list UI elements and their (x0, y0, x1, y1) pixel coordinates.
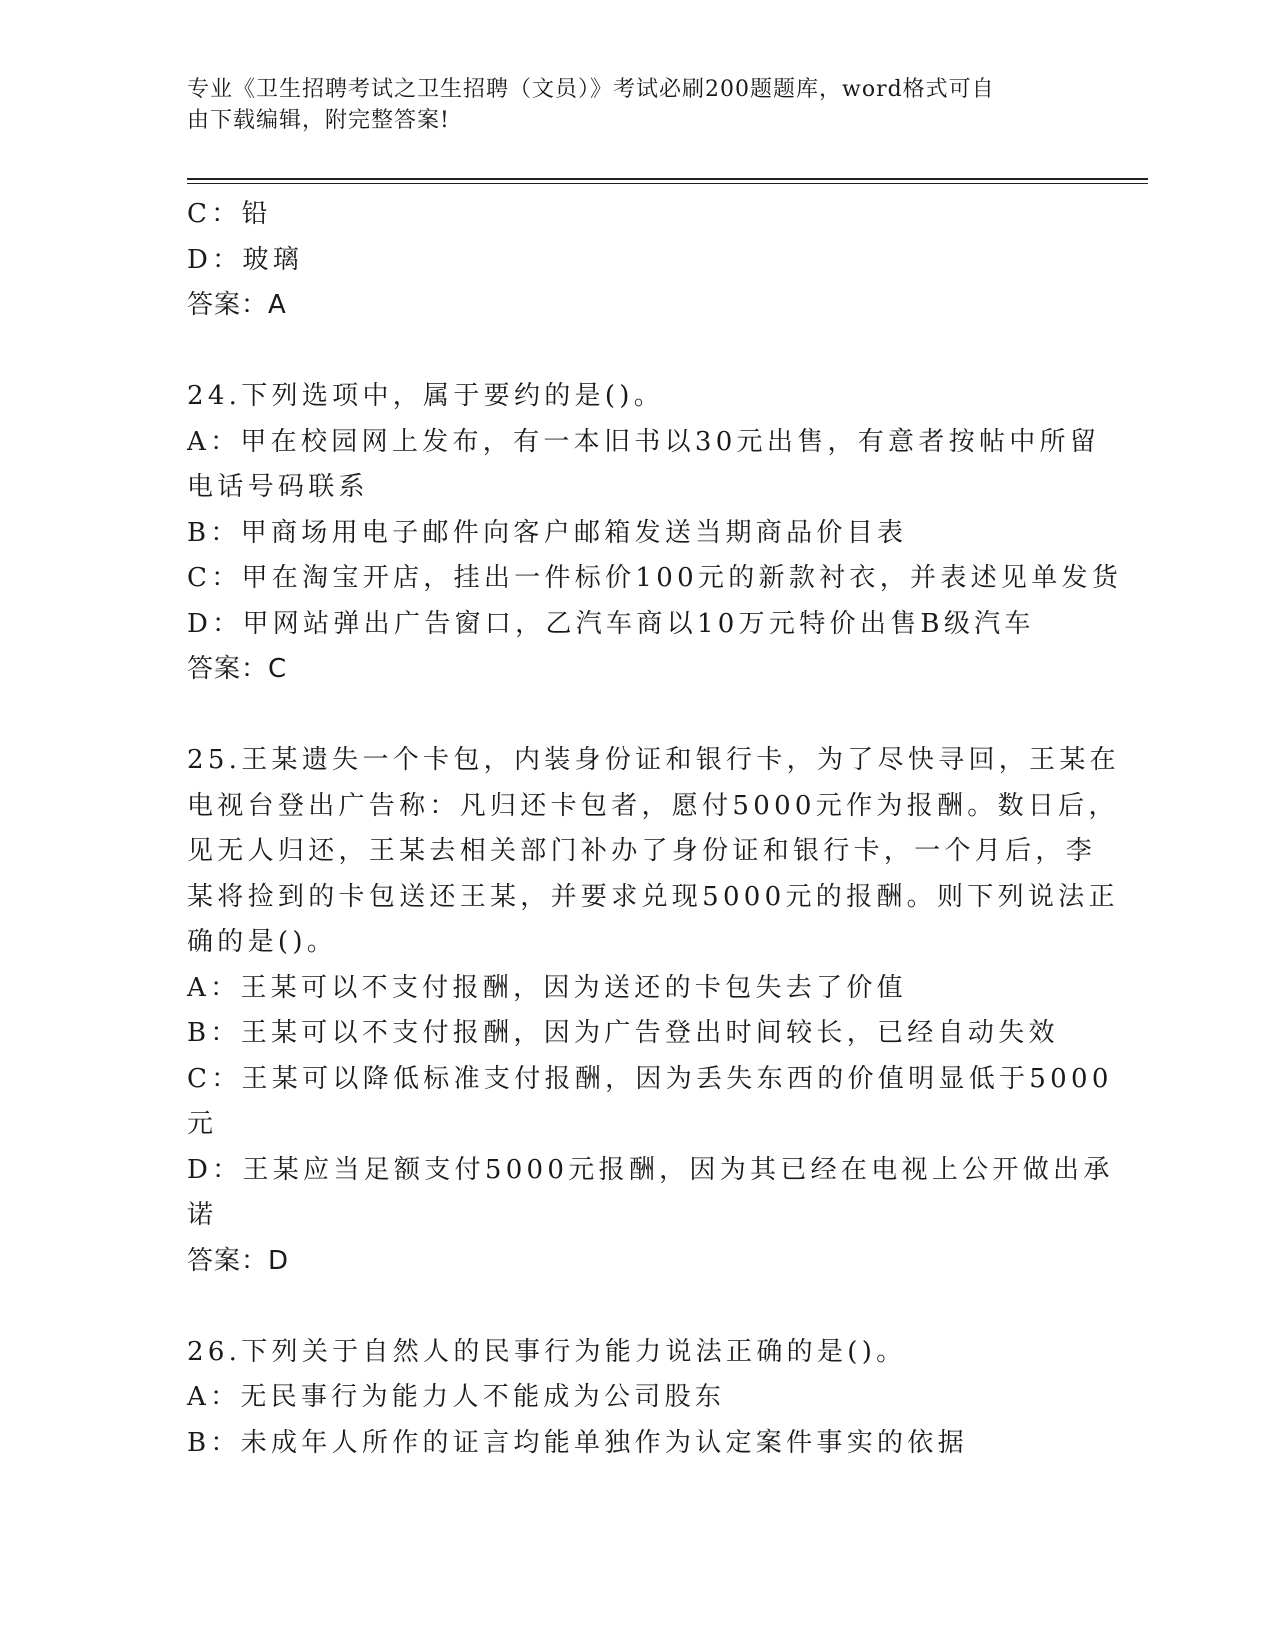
option-a-continued: 电话号码联系 (187, 472, 369, 502)
question-26 (187, 1330, 1087, 1467)
option-c: C：甲在淘宝开店，挂出一件标价100元的新款衬衣，并表述见单发货 (187, 563, 1123, 593)
option-d: D：甲网站弹出广告窗口，乙汽车商以10万元特价出售B级汽车 (187, 608, 1035, 639)
question-stem-continued: 电视台登出广告称：凡归还卡包者，愿付5000元作为报酬。数日后， (187, 790, 1119, 821)
option-a: A：无民事行为能力人不能成为公司股东 (187, 1382, 726, 1412)
question-stem-continued: 某将捡到的卡包送还王某，并要求兑现5000元的报酬。则下列说法正 (187, 881, 1119, 912)
header-divider-thin (187, 183, 1148, 184)
question-stem-continued: 确的是()。 (187, 927, 338, 957)
answer: 答案：D (187, 1245, 290, 1276)
question-stem-continued: 见无人归还，王某去相关部门补办了身份证和银行卡，一个月后，李 (187, 836, 1097, 866)
option-d: D：玻璃 (187, 244, 304, 275)
spacer (187, 1284, 1087, 1330)
spacer (187, 693, 1087, 739)
question-25 (187, 738, 1120, 1284)
header-line: 专业《卫生招聘考试之卫生招聘（文员）》考试必刷200题题库，word格式可自 (187, 77, 995, 102)
header-divider-thick (187, 178, 1148, 180)
question-list (187, 192, 1123, 1466)
page-header (187, 74, 1067, 136)
answer: 答案：C (187, 654, 288, 684)
option-d: D：王某应当足额支付5000元报酬，因为其已经在电视上公开做出承 (187, 1154, 1114, 1185)
question-stem: 24.下列选项中，属于要约的是()。 (187, 381, 665, 411)
option-b: B：未成年人所作的证言均能单独作为认定案件事实的依据 (187, 1427, 968, 1458)
header-line: 由下载编辑，附完整答案! (187, 108, 450, 133)
spacer (187, 329, 1087, 375)
question-24 (187, 374, 1123, 693)
option-b: B：王某可以不支付报酬，因为广告登出时间较长，已经自动失效 (187, 1018, 1059, 1048)
option-c-continued: 元 (187, 1109, 218, 1139)
option-c: C：铅 (187, 199, 272, 229)
question-stem: 26.下列关于自然人的民事行为能力说法正确的是()。 (187, 1336, 907, 1367)
option-a: A：王某可以不支付报酬，因为送还的卡包失去了价值 (187, 972, 907, 1003)
option-b: B：甲商场用电子邮件向客户邮箱发送当期商品价目表 (187, 517, 908, 548)
option-a: A：甲在校园网上发布，有一本旧书以30元出售，有意者按帖中所留 (187, 426, 1101, 457)
question-23-tail (187, 192, 1087, 329)
answer: 答案：A (187, 290, 287, 320)
option-d-continued: 诺 (187, 1200, 218, 1230)
option-c: C：王某可以降低标准支付报酬，因为丢失东西的价值明显低于5000 (187, 1063, 1113, 1094)
question-stem: 25.王某遗失一个卡包，内装身份证和银行卡，为了尽快寻回，王某在 (187, 745, 1120, 775)
